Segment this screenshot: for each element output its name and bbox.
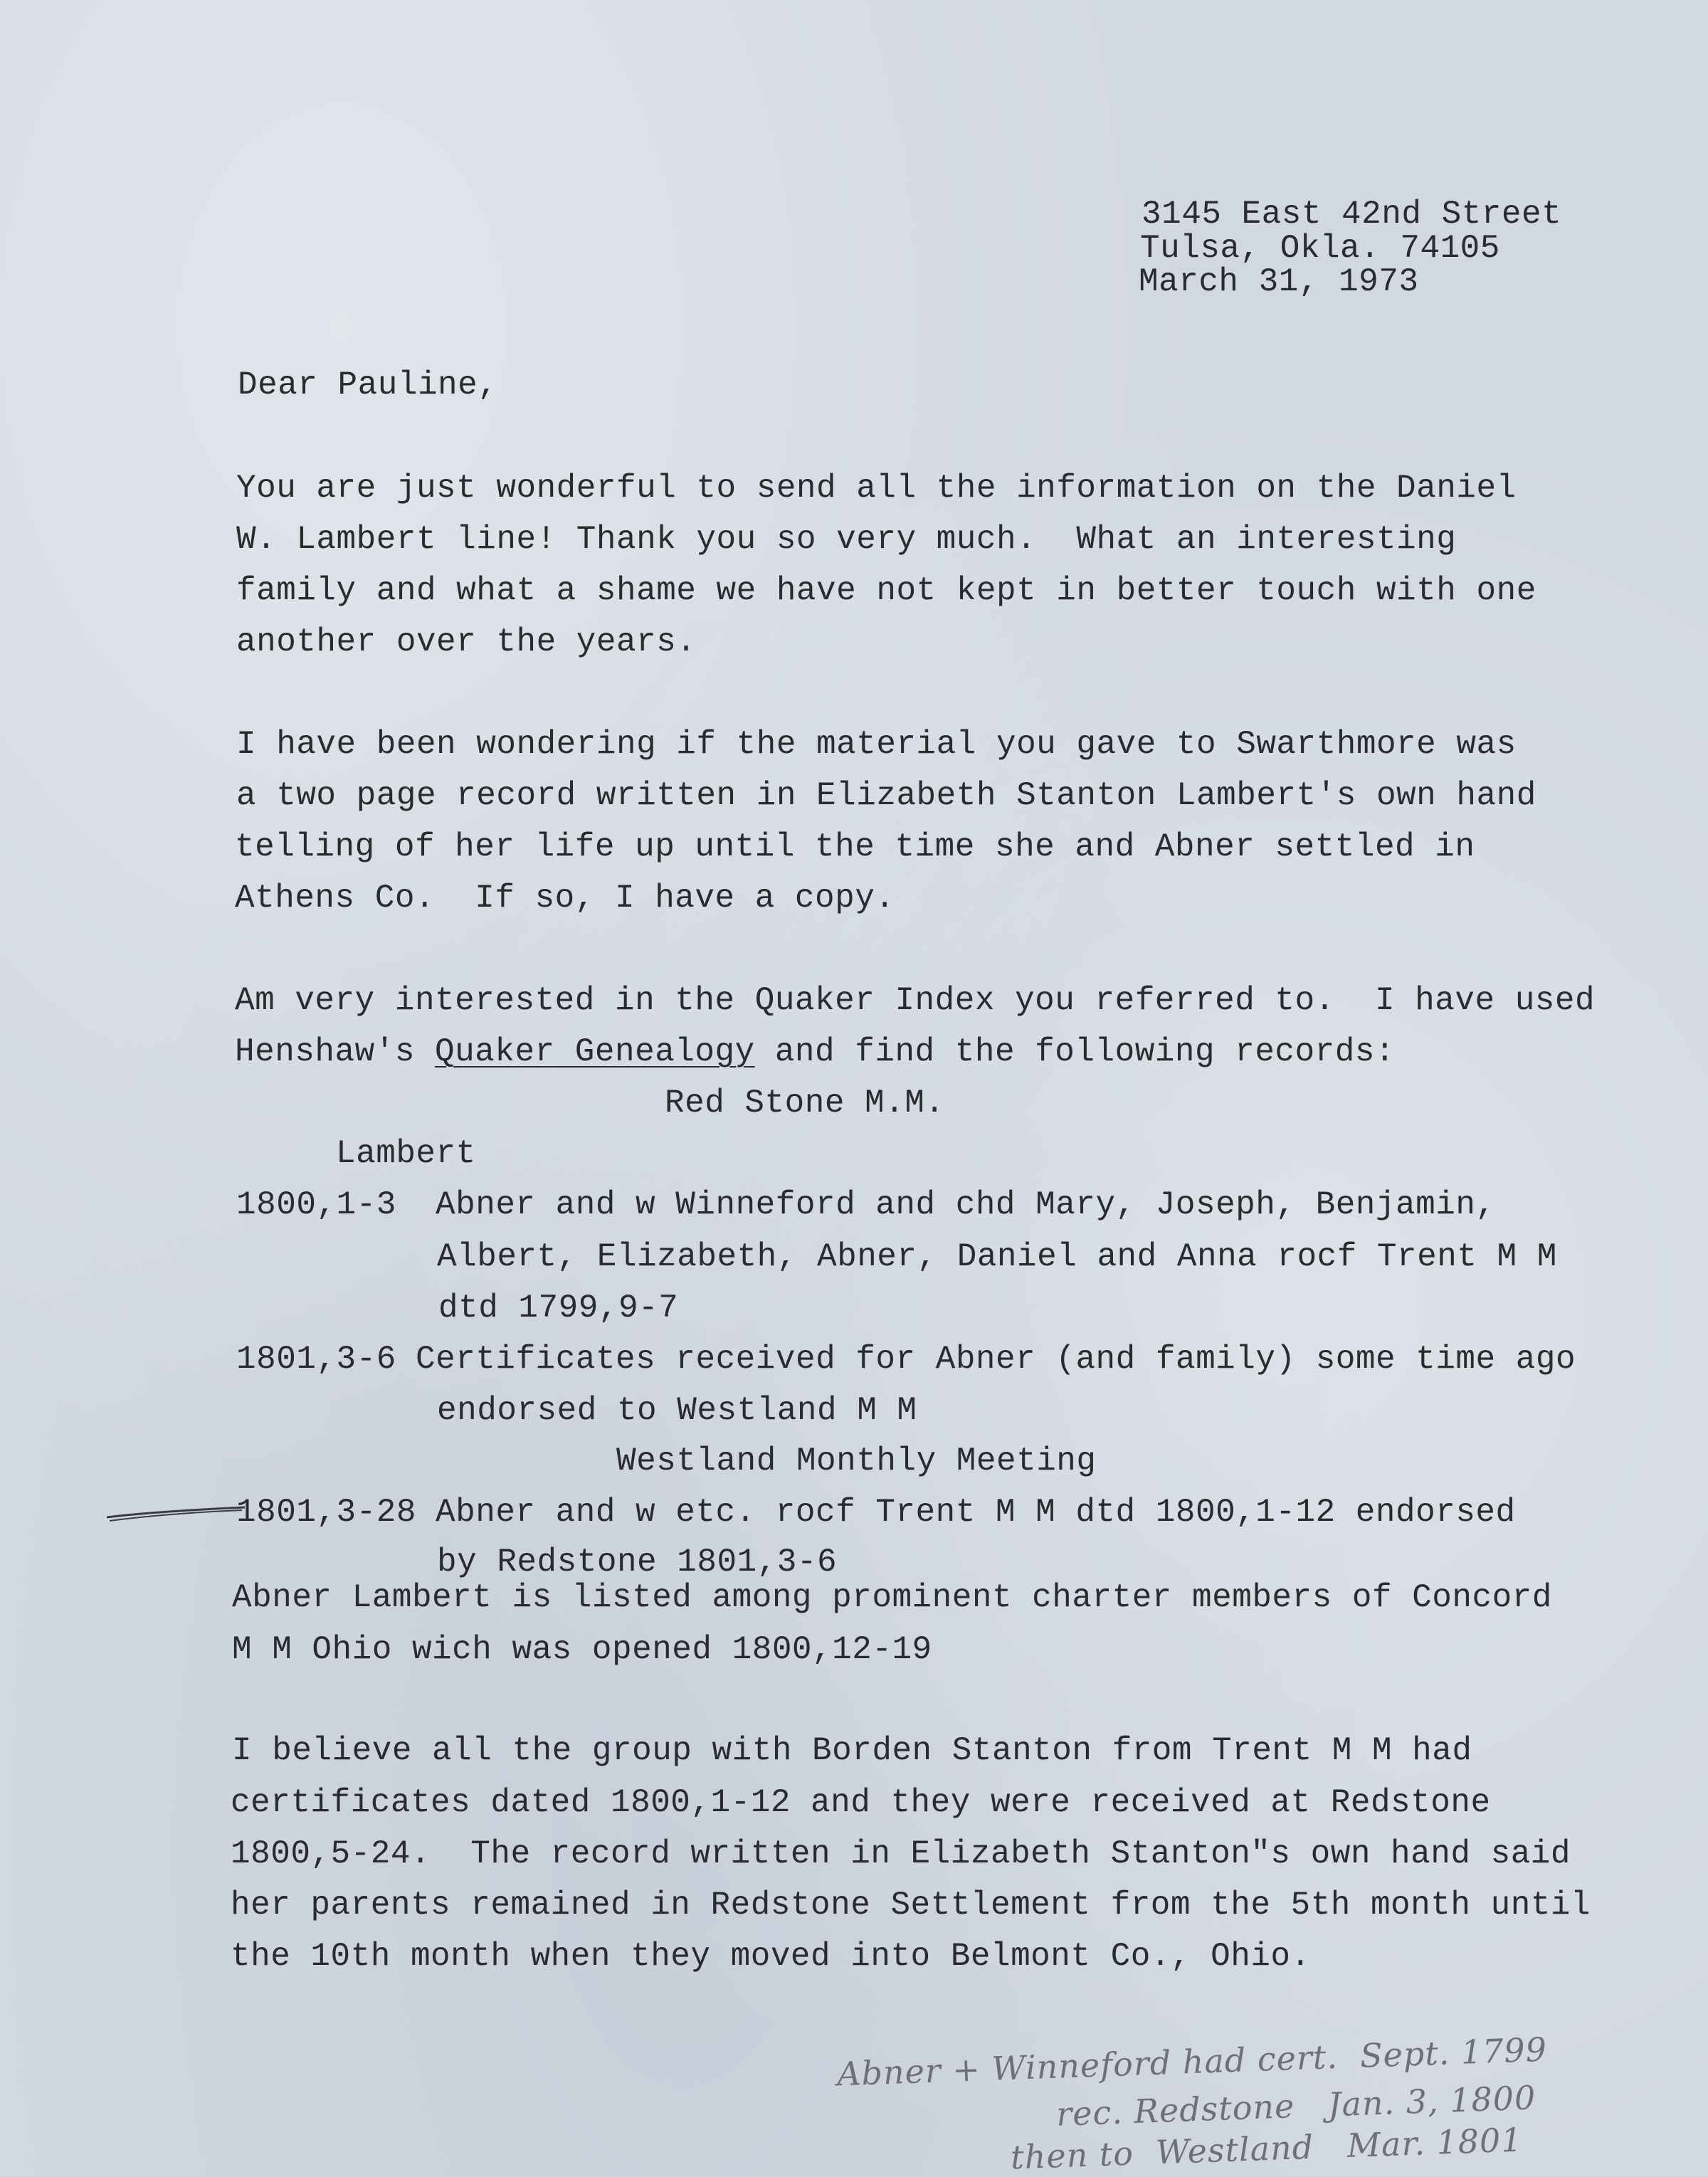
record-line: Abner and w etc. rocf Trent M M dtd 1800,1-12 endorsed <box>436 1494 1516 1531</box>
para2-line: telling of her life up until the time she and Abner settled in <box>235 828 1475 865</box>
handwritten-note-line: then to Westland Mar. 1801 <box>1010 2120 1524 2177</box>
para4-line: 1800,5-24. The record written in Elizabeth Stanton"s own hand said <box>231 1835 1571 1872</box>
margin-arrow-mark <box>105 1503 248 1524</box>
record-date: 1801,3-28 <box>236 1494 416 1531</box>
para3-text: Henshaw's <box>235 1033 436 1070</box>
para3-line <box>235 1035 1395 1068</box>
para1-line: You are just wonderful to send all the information on the Daniel <box>236 470 1517 507</box>
charter-line: Abner Lambert is listed among prominent charter members of Concord <box>232 1579 1552 1616</box>
para2-line: a two page record written in Elizabeth Stanton Lambert's own hand <box>236 777 1536 814</box>
letter-date: March 31, 1973 <box>1139 263 1419 300</box>
salutation: Dear Pauline, <box>238 367 498 404</box>
record-line: by Redstone 1801,3-6 <box>437 1544 838 1581</box>
surname-heading: Lambert <box>336 1135 476 1172</box>
heading-westland: Westland Monthly Meeting <box>616 1443 1097 1480</box>
record-line: Abner and w Winneford and chd Mary, Joseph, Benjamin, <box>436 1186 1496 1223</box>
handwritten-note-line: Abner + Winneford had cert. Sept. 1799 <box>836 2030 1548 2094</box>
book-title: Quaker Genealogy <box>435 1033 755 1070</box>
para1-line: family and what a shame we have not kept in better touch with one <box>236 572 1536 609</box>
para3-line: Am very interested in the Quaker Index you referred to. I have used <box>235 982 1596 1019</box>
para1-line: W. Lambert line! Thank you so very much. What an interesting <box>236 521 1457 558</box>
para4-line: certificates dated 1800,1-12 and they were received at Redstone <box>231 1784 1491 1821</box>
heading-redstone: Red Stone M.M. <box>665 1085 945 1122</box>
para3-text: and find the following records: <box>754 1033 1396 1070</box>
record-line: Certificates received for Abner (and family) some time ago <box>416 1341 1576 1378</box>
charter-line: M M Ohio wich was opened 1800,12-19 <box>232 1631 932 1668</box>
address-city: Tulsa, Okla. 74105 <box>1140 230 1500 267</box>
para4-line: I believe all the group with Borden Stanton from Trent M M had <box>232 1732 1472 1769</box>
para2-line: I have been wondering if the material you gave to Swarthmore was <box>236 726 1517 763</box>
para4-line: the 10th month when they moved into Belmont Co., Ohio. <box>231 1938 1311 1975</box>
para2-line: Athens Co. If so, I have a copy. <box>235 880 895 917</box>
address-street: 3145 East 42nd Street <box>1142 196 1562 233</box>
record-date: 1801,3-6 <box>236 1341 396 1378</box>
record-line: endorsed to Westland M M <box>437 1392 917 1429</box>
para4-line: her parents remained in Redstone Settlement from the 5th month until <box>231 1887 1591 1924</box>
record-date: 1800,1-3 <box>236 1186 396 1223</box>
handwritten-note-line: rec. Redstone Jan. 3, 1800 <box>1055 2078 1537 2134</box>
record-line: dtd 1799,9-7 <box>438 1290 679 1327</box>
para1-line: another over the years. <box>236 623 697 660</box>
record-line: Albert, Elizabeth, Abner, Daniel and Anna rocf Trent M M <box>437 1238 1557 1275</box>
